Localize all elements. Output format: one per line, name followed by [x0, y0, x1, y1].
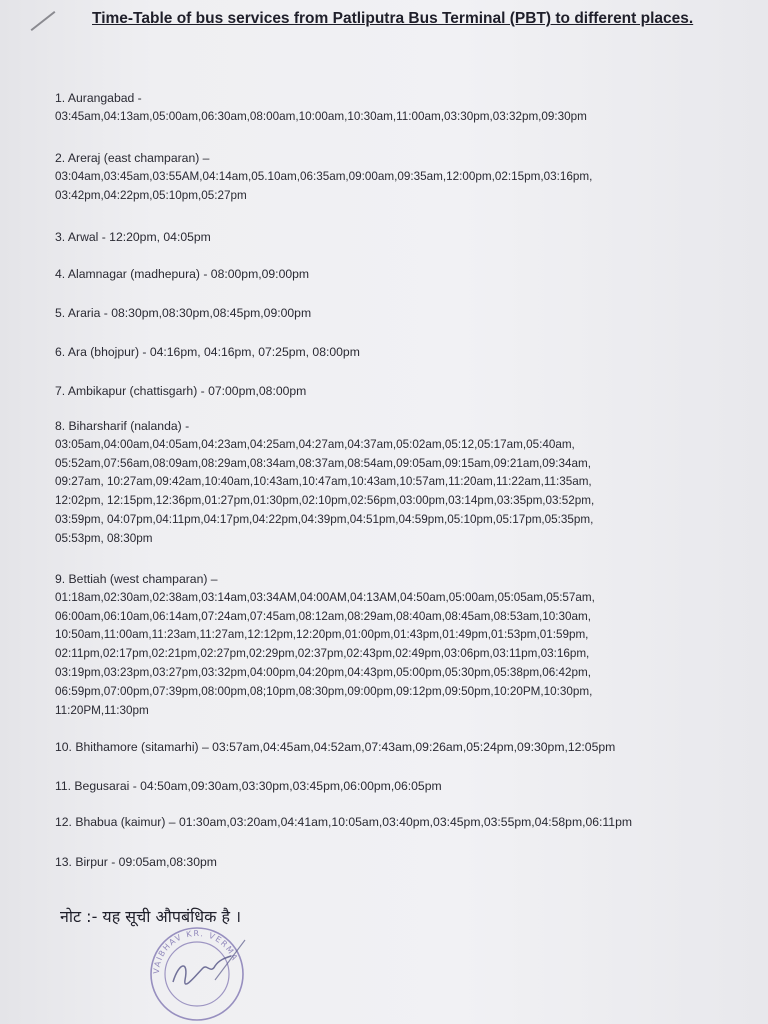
entry-times-line: 09:27am, 10:27am,09:42am,10:40am,10:43am,10:47am,10:43am,10:57am,11:20am,11:22am,11:35am,	[55, 475, 592, 489]
entry-times-line: 12:02pm, 12:15pm,12:36pm,01:27pm,01:30pm,02:10pm,02:56pm,03:00pm,03:14pm,03:35pm,03:52pm,	[55, 494, 595, 508]
entry-aurangabad	[55, 89, 587, 127]
entry-times-line: 01:18am,02:30am,02:38am,03:14am,03:34AM,04:00AM,04:13AM,04:50am,05:00am,05:05am,05:57am,	[55, 590, 595, 604]
entry-arwal	[55, 228, 211, 247]
entry-biharsharif	[55, 417, 594, 549]
entry-times-line: 03:04am,03:45am,03:55AM,04:14am,05.10am,06:35am,09:00am,09:35am,12:00pm,02:15pm,03:16pm,	[55, 169, 593, 183]
entry-head: 4. Alamnagar (madhepura) - 08:00pm,09:00pm	[55, 267, 310, 281]
entry-bhabua	[55, 813, 632, 832]
entry-times-line: 02:11pm,02:17pm,02:21pm,02:27pm,02:29pm,02:37pm,02:43pm,02:49pm,03:06pm,03:11pm,03:16pm,	[55, 647, 590, 661]
svg-text:VAIBHAV KR. VERMA	[152, 929, 240, 974]
entry-begusarai	[55, 777, 442, 796]
entry-times-line: 06:59pm,07:00pm,07:39pm,08:00pm,08;10pm,08:30pm,09:00pm,09:12pm,09:50pm,10:20PM,10:30pm,	[55, 684, 593, 698]
entry-head: 8. Biharsharif (nalanda) -	[55, 419, 190, 433]
stamp-text: VAIBHAV KR. VERMA	[151, 928, 240, 975]
entry-head: 1. Aurangabad -	[55, 91, 142, 105]
entry-head: 13. Birpur - 09:05am,08:30pm	[55, 855, 217, 869]
entry-times-line: 05:52am,07:56am,08:09am,08:29am,08:34am,08:37am,08:54am,09:05am,09:15am,09:21am,09:34am,	[55, 456, 592, 470]
entry-head: 5. Araria - 08:30pm,08:30pm,08:45pm,09:00pm	[55, 306, 312, 320]
entry-head: 3. Arwal - 12:20pm, 04:05pm	[55, 230, 211, 244]
entry-head: 7. Ambikapur (chattisgarh) - 07:00pm,08:00pm	[55, 384, 307, 398]
provisional-note: नोट :- यह सूची औपबंधिक है ।	[60, 907, 242, 926]
entry-head: 2. Areraj (east champaran) –	[55, 151, 210, 165]
entry-times-line: 03:05am,04:00am,04:05am,04:23am,04:25am,04:27am,04:37am,05:02am,05:12,05:17am,05:40am,	[55, 437, 575, 451]
entry-head: 10. Bhithamore (sitamarhi) – 03:57am,04:45am,04:52am,07:43am,09:26am,05:24pm,09:30pm,12:05pm	[55, 740, 616, 754]
pen-mark	[31, 11, 56, 31]
entry-bhithamore	[55, 738, 615, 757]
entry-times-line: 10:50am,11:00am,11:23am,11:27am,12:12pm,12:20pm,01:00pm,01:43pm,01:49pm,01:53pm,01:59pm,	[55, 628, 589, 642]
entry-head: 9. Bettiah (west champaran) –	[55, 572, 218, 586]
entry-bettiah	[55, 570, 595, 720]
page-title: Time-Table of bus services from Patliputra Bus Terminal (PBT) to different places.	[92, 10, 694, 27]
entry-times-line: 06:00am,06:10am,06:14am,07:24am,07:45am,08:12am,08:29am,08:40am,08:45am,08:53am,10:30am,	[55, 609, 592, 623]
entry-araria	[55, 304, 311, 323]
entry-head: 12. Bhabua (kaimur) – 01:30am,03:20am,04:41am,10:05am,03:40pm,03:45pm,03:55pm,04:58pm,06:11pm	[55, 815, 633, 829]
official-stamp	[145, 922, 249, 1022]
entry-head: 6. Ara (bhojpur) - 04:16pm, 04:16pm, 07:25pm, 08:00pm	[55, 345, 360, 359]
entry-ara	[55, 343, 360, 362]
entry-ambikapur	[55, 382, 306, 401]
entry-birpur	[55, 853, 217, 872]
entry-times-line: 03:19pm,03:23pm,03:27pm,03:32pm,04:00pm,04:20pm,04:43pm,05:00pm,05:30pm,05:38pm,06:42pm,	[55, 665, 592, 679]
entry-times-line: 05:53pm, 08:30pm	[55, 531, 153, 545]
entry-head: 11. Begusarai - 04:50am,09:30am,03:30pm,03:45pm,06:00pm,06:05pm	[55, 779, 442, 793]
entry-times-line: 03:45am,04:13am,05:00am,06:30am,08:00am,10:00am,10:30am,11:00am,03:30pm,03:32pm,09:30pm	[55, 109, 587, 123]
entry-alamnagar	[55, 265, 309, 284]
entry-times-line: 03:59pm, 04:07pm,04:11pm,04:17pm,04:22pm,04:39pm,04:51pm,04:59pm,05:10pm,05:17pm,05:35pm,	[55, 512, 594, 526]
entry-areraj	[55, 149, 592, 205]
entry-times-line: 11:20PM,11:30pm	[55, 703, 149, 717]
entry-times-line: 03:42pm,04:22pm,05:10pm,05:27pm	[55, 188, 247, 202]
